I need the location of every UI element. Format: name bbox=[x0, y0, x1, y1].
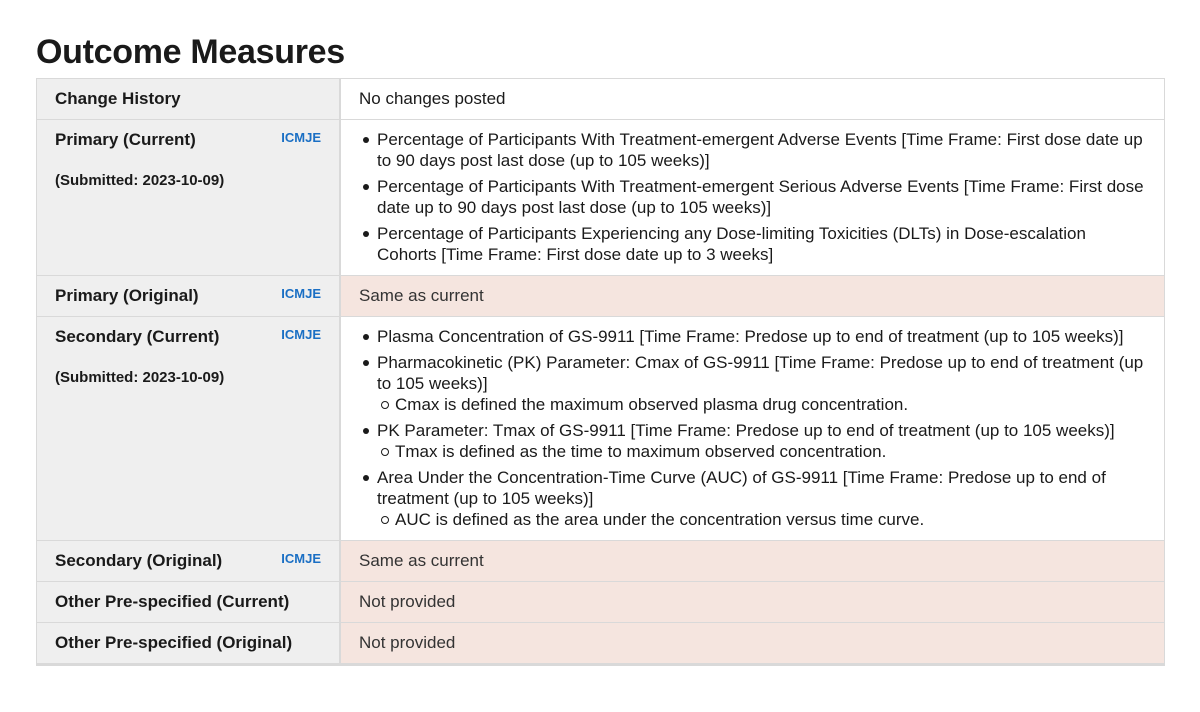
row-primary-original bbox=[37, 275, 1164, 316]
row-value: Same as current bbox=[341, 276, 1164, 316]
row-label-cell bbox=[37, 623, 341, 663]
row-label: Primary (Current) bbox=[55, 130, 196, 149]
row-other-original bbox=[37, 622, 1164, 663]
outcome-text: PK Parameter: Tmax of GS-9911 [Time Frame: Predose up to end of treatment (up to 105 weeks)] bbox=[377, 421, 1115, 440]
row-other-current bbox=[37, 581, 1164, 622]
outcome-sublist bbox=[377, 441, 1150, 462]
row-label-cell bbox=[37, 317, 341, 540]
row-value: Same as current bbox=[341, 541, 1164, 581]
row-label: Other Pre-specified (Current) bbox=[55, 592, 290, 611]
outcome-text: Area Under the Concentration-Time Curve (AUC) of GS-9911 [Time Frame: Predose up to end of treatment (up to 105 weeks)] bbox=[377, 468, 1106, 508]
list-item: Percentage of Participants Experiencing any Dose-limiting Toxicities (DLTs) in Dose-escalation Cohorts [Time Frame: First dose date up to 3 weeks] bbox=[377, 223, 1150, 265]
list-item bbox=[377, 352, 1150, 415]
row-value: No changes posted bbox=[341, 79, 1164, 119]
row-label-cell bbox=[37, 120, 341, 275]
outcome-sublist bbox=[377, 394, 1150, 415]
row-value: Not provided bbox=[341, 623, 1164, 663]
icmje-link[interactable]: ICMJE bbox=[281, 286, 321, 301]
outcome-text: Plasma Concentration of GS-9911 [Time Frame: Predose up to end of treatment (up to 105 weeks)] bbox=[377, 327, 1124, 346]
outcome-text: Pharmacokinetic (PK) Parameter: Cmax of GS-9911 [Time Frame: Predose up to end of treatment (up to 105 weeks)] bbox=[377, 353, 1144, 393]
outcome-list bbox=[359, 326, 1150, 530]
row-secondary-current bbox=[37, 316, 1164, 540]
submitted-date: (Submitted: 2023-10-09) bbox=[55, 369, 225, 386]
list-item bbox=[377, 467, 1150, 530]
row-label: Change History bbox=[55, 89, 181, 108]
list-item: Percentage of Participants With Treatment-emergent Serious Adverse Events [Time Frame: First dose date up to 90 days post last dose (up to 105 weeks)] bbox=[377, 176, 1150, 218]
outcome-list bbox=[359, 129, 1150, 265]
row-label-cell bbox=[37, 79, 341, 119]
outcome-note: AUC is defined as the area under the concentration versus time curve. bbox=[395, 509, 1150, 530]
icmje-link[interactable]: ICMJE bbox=[281, 130, 321, 145]
row-label: Secondary (Current) bbox=[55, 327, 220, 346]
outcome-note: Tmax is defined as the time to maximum observed concentration. bbox=[395, 441, 1150, 462]
row-value bbox=[341, 317, 1164, 540]
icmje-link[interactable]: ICMJE bbox=[281, 327, 321, 342]
list-item bbox=[377, 420, 1150, 462]
row-label-cell bbox=[37, 541, 341, 581]
row-label: Primary (Original) bbox=[55, 286, 199, 305]
row-primary-current bbox=[37, 119, 1164, 275]
outcome-note: Cmax is defined the maximum observed plasma drug concentration. bbox=[395, 394, 1150, 415]
outcome-measures-table bbox=[36, 78, 1165, 666]
row-value: Not provided bbox=[341, 582, 1164, 622]
row-label-cell bbox=[37, 582, 341, 622]
row-label: Secondary (Original) bbox=[55, 551, 223, 570]
row-secondary-original bbox=[37, 540, 1164, 581]
icmje-link[interactable]: ICMJE bbox=[281, 551, 321, 566]
page-title: Outcome Measures bbox=[36, 33, 345, 71]
list-item: Percentage of Participants With Treatment-emergent Adverse Events [Time Frame: First dose date up to 90 days post last dose (up to 105 weeks)] bbox=[377, 129, 1150, 171]
row-value bbox=[341, 120, 1164, 275]
row-change-history bbox=[37, 79, 1164, 119]
submitted-date: (Submitted: 2023-10-09) bbox=[55, 172, 225, 189]
row-label: Other Pre-specified (Original) bbox=[55, 633, 293, 652]
outcome-sublist bbox=[377, 509, 1150, 530]
list-item bbox=[377, 326, 1150, 347]
row-label-cell bbox=[37, 276, 341, 316]
